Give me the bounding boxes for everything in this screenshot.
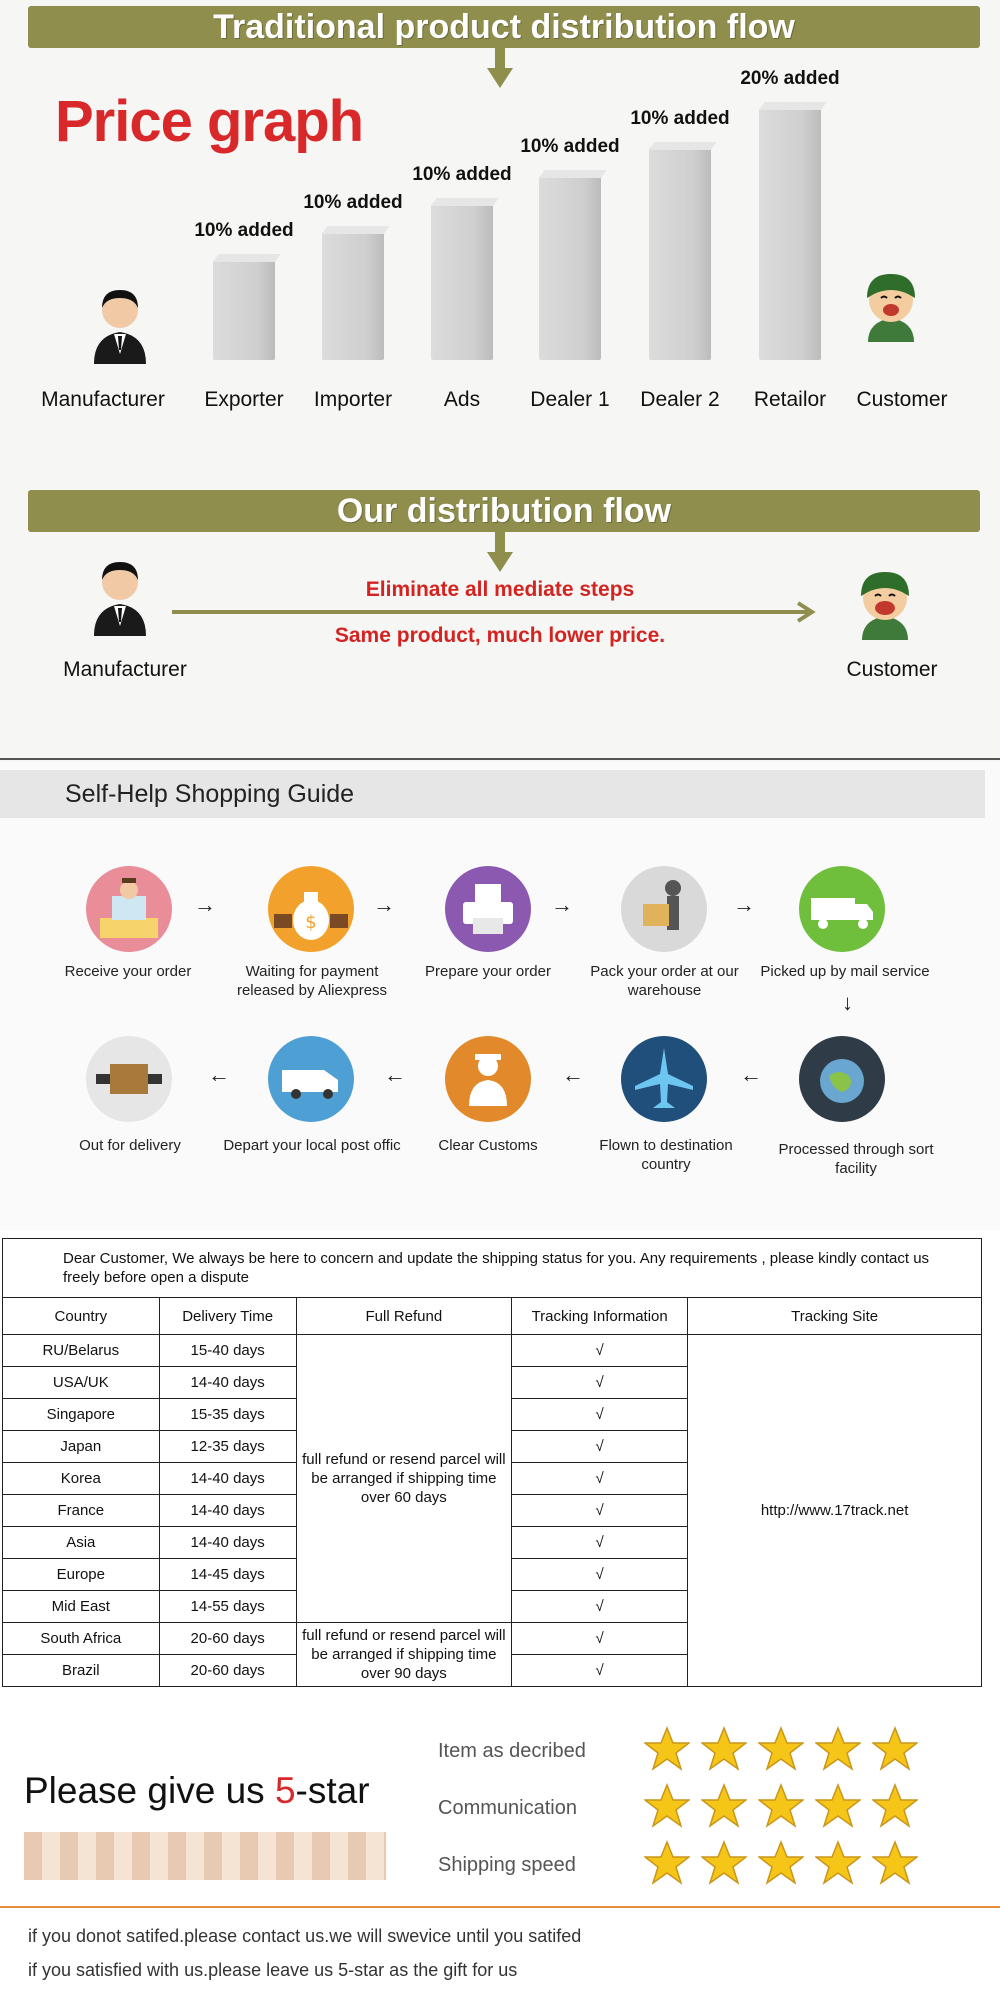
column-header: Country	[3, 1298, 160, 1335]
step-arrow-down: ↓	[842, 990, 853, 1015]
tracking-check-cell: √	[512, 1591, 688, 1623]
step-label: Pack your order at our warehouse	[590, 963, 739, 999]
country-cell: Asia	[3, 1527, 160, 1559]
box-delivery-icon	[86, 1036, 172, 1122]
column-header: Full Refund	[296, 1298, 511, 1335]
our-manufacturer-label: Manufacturer	[63, 658, 187, 681]
rating-label: Communication	[438, 1797, 577, 1819]
eliminate-steps-text: Eliminate all mediate steps	[365, 578, 635, 601]
tracking-check-cell: √	[512, 1431, 688, 1463]
star-icon[interactable]	[815, 1726, 861, 1772]
svg-text:$: $	[305, 912, 317, 933]
notice-cell	[3, 1239, 982, 1298]
step-label: Receive your order	[64, 963, 192, 980]
shipping-table	[2, 1238, 982, 1687]
step-label: Picked up by mail service	[760, 963, 930, 980]
customer-happy-icon	[858, 268, 924, 342]
bar-value-label: 10% added	[303, 192, 403, 213]
table-header-row	[3, 1298, 982, 1335]
money-bag-icon	[268, 866, 354, 952]
lower-price-text: Same product, much lower price.	[334, 624, 666, 647]
bar-value-label: 10% added	[412, 164, 512, 185]
bar-value-label: 10% added	[520, 136, 620, 157]
direct-flow-arrow	[172, 600, 820, 624]
tracking-check-cell: √	[512, 1623, 688, 1655]
step-arrow-left: ←	[384, 1062, 406, 1087]
star-icon[interactable]	[872, 1726, 918, 1772]
traditional-flow-title: Traditional product distribution flow	[213, 8, 795, 46]
country-cell: RU/Belarus	[3, 1335, 160, 1367]
stage-label: Importer	[313, 388, 393, 411]
country-cell: Korea	[3, 1463, 160, 1495]
headline-number: 5	[274, 1770, 296, 1811]
star-icon[interactable]	[872, 1783, 918, 1829]
step-arrow-right: →	[733, 892, 755, 917]
shipping-notice: Dear Customer, We always be here to concern and update the shipping status for you. Any requirements , please kindly contact us freely before open a dispute	[63, 1250, 930, 1286]
step-label: Flown to destination country	[599, 1137, 733, 1173]
decorative-pattern-strip	[24, 1832, 386, 1880]
step-arrow-left: ←	[208, 1062, 230, 1087]
delivery-time-cell: 14-55 days	[159, 1591, 296, 1623]
step-label: Clear Customs	[438, 1137, 538, 1154]
truck-icon	[799, 866, 885, 952]
tracking-check-cell: √	[512, 1655, 688, 1687]
van-icon	[268, 1036, 354, 1122]
headline-post: -star	[295, 1770, 370, 1811]
stage-label: Dealer 1	[530, 388, 610, 411]
down-arrow-icon	[487, 48, 513, 90]
tracking-check-cell: √	[512, 1335, 688, 1367]
tracking-check-cell: √	[512, 1559, 688, 1591]
column-header: Tracking Site	[688, 1298, 982, 1335]
star-icon[interactable]	[701, 1726, 747, 1772]
delivery-time-cell: 12-35 days	[159, 1431, 296, 1463]
price-bar	[431, 204, 493, 360]
star-icon[interactable]	[872, 1840, 918, 1886]
step-arrow-left: ←	[740, 1062, 762, 1087]
star-icon[interactable]	[701, 1783, 747, 1829]
star-icon[interactable]	[644, 1840, 690, 1886]
customer-happy-icon	[852, 566, 918, 640]
country-cell: Brazil	[3, 1655, 160, 1687]
stage-label: Exporter	[204, 388, 284, 411]
price-bar	[213, 260, 275, 360]
country-cell: USA/UK	[3, 1367, 160, 1399]
stage-manufacturer: Manufacturer	[41, 388, 165, 411]
delivery-time-cell: 14-40 days	[159, 1495, 296, 1527]
step-arrow-left: ←	[562, 1062, 584, 1087]
delivery-time-cell: 14-40 days	[159, 1527, 296, 1559]
column-header: Delivery Time	[159, 1298, 296, 1335]
refund-90-cell: full refund or resend parcel will be arranged if shipping time over 90 days	[296, 1623, 511, 1687]
cashier-icon	[86, 866, 172, 952]
star-icon[interactable]	[815, 1840, 861, 1886]
shopping-guide-section	[0, 762, 1000, 1230]
our-customer-label: Customer	[846, 658, 938, 681]
tracking-check-cell: √	[512, 1463, 688, 1495]
price-graph-title: Price graph	[55, 89, 364, 154]
country-cell: Singapore	[3, 1399, 160, 1431]
manufacturer-businessman-icon	[88, 284, 152, 364]
down-arrow-icon	[487, 532, 513, 574]
step-label: Processed through sort facility	[778, 1141, 934, 1177]
price-bar	[322, 232, 384, 360]
delivery-time-cell: 14-45 days	[159, 1559, 296, 1591]
step-arrow-right: →	[373, 892, 395, 917]
star-icon[interactable]	[644, 1783, 690, 1829]
step-label: Out for delivery	[79, 1137, 181, 1154]
step-label: Prepare your order	[425, 963, 551, 980]
bar-value-label: 20% added	[740, 68, 840, 89]
rating-request-section	[0, 1700, 1000, 1992]
customs-officer-icon	[445, 1036, 531, 1122]
tracking-check-cell: √	[512, 1399, 688, 1431]
shipping-info-section	[0, 1238, 1000, 1698]
section-divider	[0, 758, 1000, 760]
stage-label: Dealer 2	[640, 388, 720, 411]
country-cell: Europe	[3, 1559, 160, 1591]
rating-label: Item as decribed	[438, 1740, 586, 1762]
star-icon[interactable]	[758, 1726, 804, 1772]
price-bar	[649, 148, 711, 360]
country-cell: Mid East	[3, 1591, 160, 1623]
star-icon[interactable]	[815, 1783, 861, 1829]
country-cell: France	[3, 1495, 160, 1527]
delivery-time-cell: 14-40 days	[159, 1463, 296, 1495]
headline-pre: Please give us	[24, 1770, 275, 1811]
delivery-time-cell: 15-40 days	[159, 1335, 296, 1367]
price-bar	[539, 176, 601, 360]
table-row	[3, 1335, 982, 1367]
our-flow-title: Our distribution flow	[336, 492, 672, 530]
star-icon[interactable]	[644, 1726, 690, 1772]
delivery-time-cell: 15-35 days	[159, 1399, 296, 1431]
our-flow-banner	[28, 490, 980, 532]
distribution-comparison-section	[0, 0, 1000, 762]
step-arrow-right: →	[194, 892, 216, 917]
bar-value-label: 10% added	[630, 108, 730, 129]
star-icon[interactable]	[701, 1840, 747, 1886]
shopping-guide-header	[0, 770, 985, 818]
traditional-flow-banner	[28, 6, 980, 48]
delivery-time-cell: 20-60 days	[159, 1623, 296, 1655]
tracking-check-cell: √	[512, 1495, 688, 1527]
star-icon[interactable]	[758, 1783, 804, 1829]
delivery-time-cell: 20-60 days	[159, 1655, 296, 1687]
price-bar	[759, 108, 821, 360]
column-header: Tracking Information	[512, 1298, 688, 1335]
tracking-check-cell: √	[512, 1527, 688, 1559]
shopping-guide-title: Self-Help Shopping Guide	[65, 780, 355, 808]
bar-value-label: 10% added	[194, 220, 294, 241]
step-label: Waiting for payment released by Aliexpress	[236, 963, 388, 999]
footer-satisfied-text: if you satisfied with us.please leave us 5-star as the gift for us	[28, 1960, 518, 1980]
rating-label: Shipping speed	[438, 1854, 576, 1876]
stage-label: Retailor	[753, 388, 827, 411]
stage-customer: Customer	[856, 388, 948, 411]
footer-divider	[0, 1906, 1000, 1908]
refund-60-cell: full refund or resend parcel will be arranged if shipping time over 60 days	[296, 1335, 511, 1623]
footer-unsatisfied-text: if you donot satifed.please contact us.we will swevice until you satifed	[28, 1926, 582, 1946]
airplane-icon	[621, 1036, 707, 1122]
step-arrow-right: →	[551, 892, 573, 917]
delivery-time-cell: 14-40 days	[159, 1367, 296, 1399]
step-label: Depart your local post offic	[223, 1137, 401, 1154]
five-star-headline	[24, 1770, 370, 1812]
stage-label: Ads	[443, 388, 481, 411]
star-icon[interactable]	[758, 1840, 804, 1886]
tracking-check-cell: √	[512, 1367, 688, 1399]
tracking-site-link[interactable]: http://www.17track.net	[688, 1335, 982, 1687]
country-cell: Japan	[3, 1431, 160, 1463]
printer-icon	[445, 866, 531, 952]
globe-sort-icon	[799, 1036, 885, 1122]
package-worker-icon	[621, 866, 707, 952]
country-cell: South Africa	[3, 1623, 160, 1655]
